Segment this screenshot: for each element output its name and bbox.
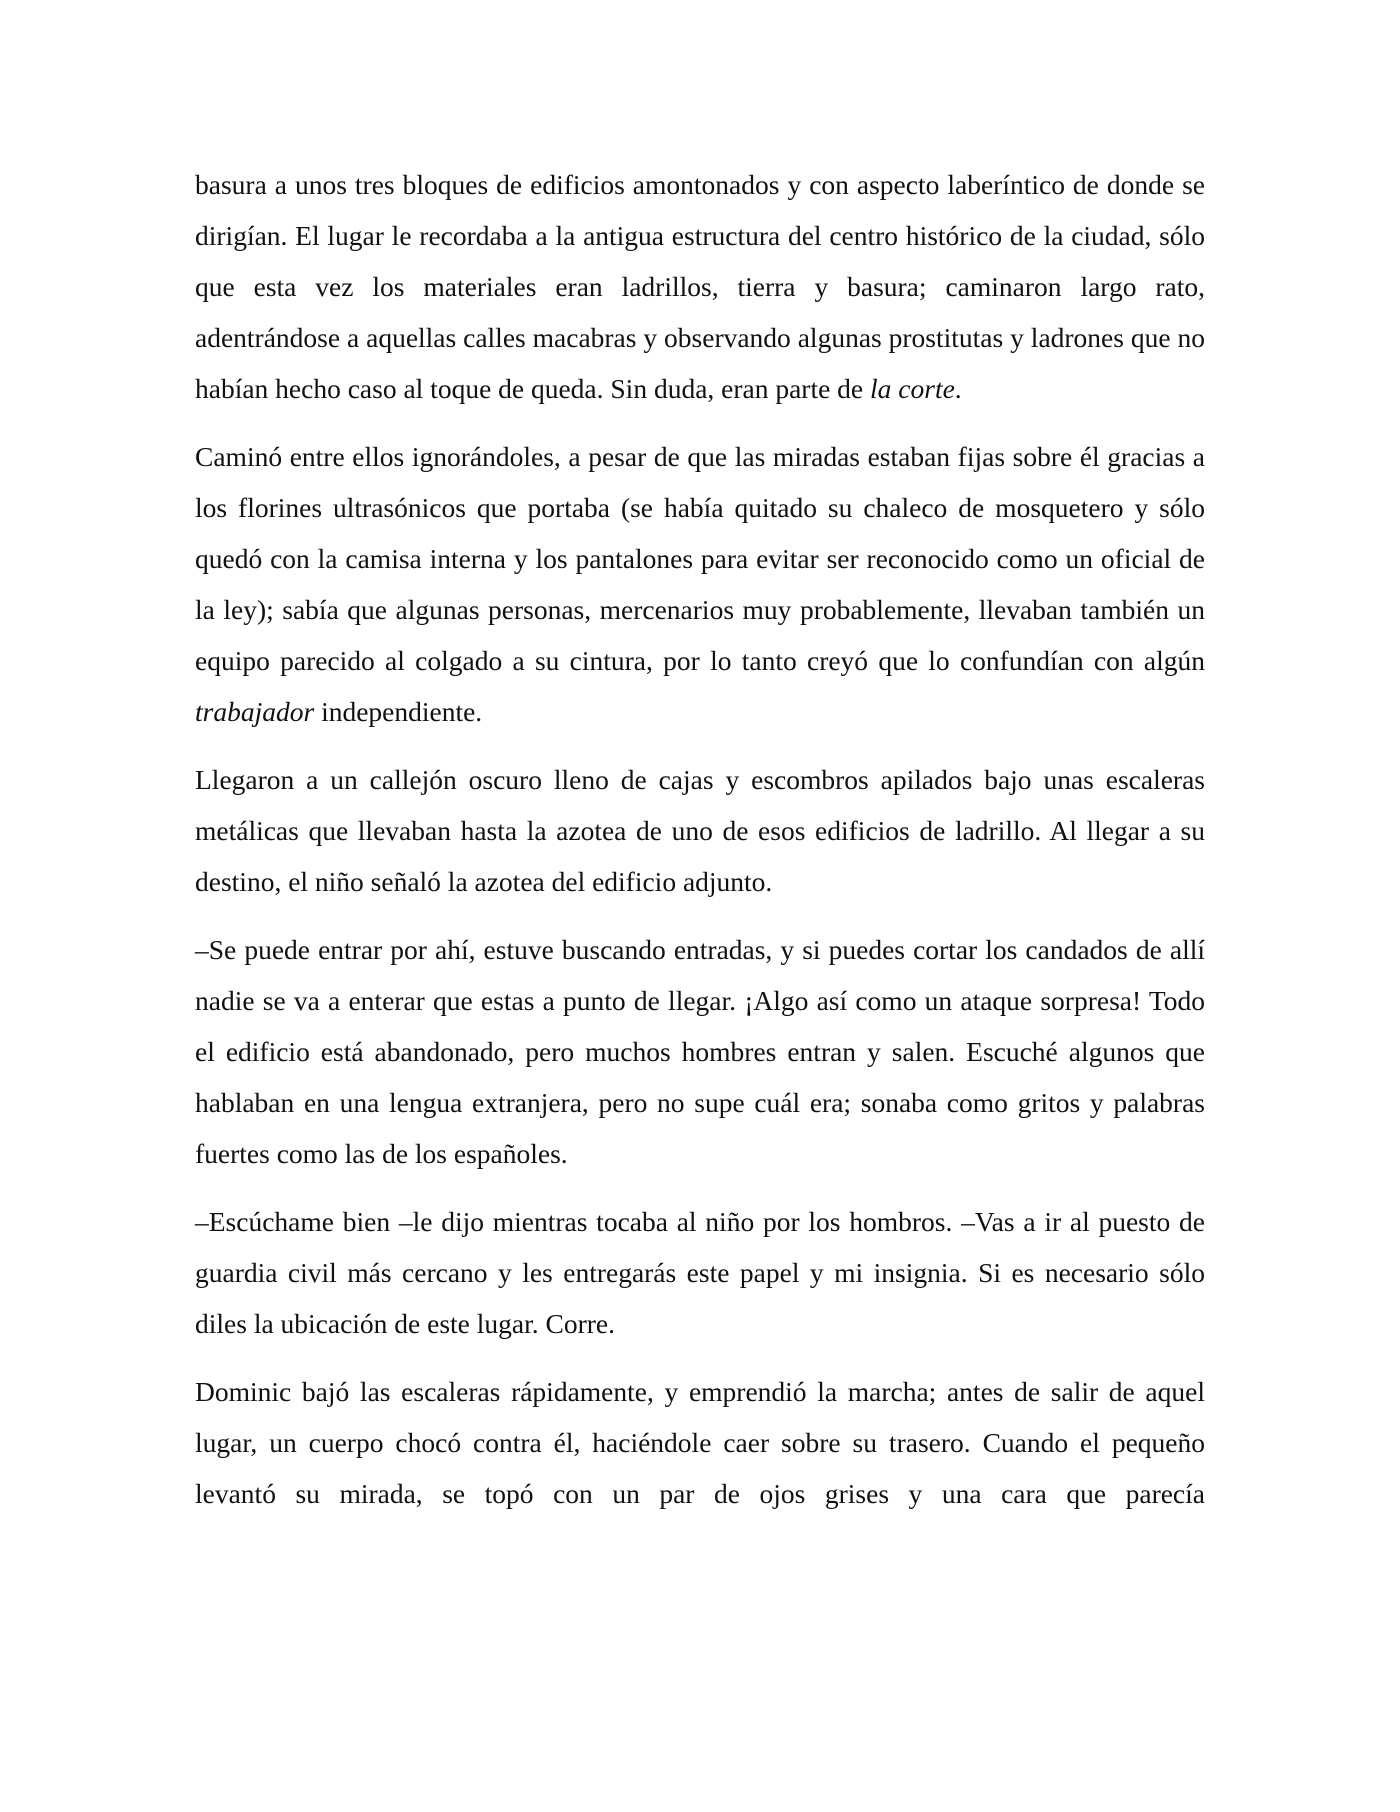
paragraph-1-text: basura a unos tres bloques de edificios amontonados y con aspecto laberíntico de donde se dirigían. El lugar le recordaba a la antigua estructura del centro histórico de la ciudad, sólo que esta vez los materiales eran ladrillos, tierra y basura; caminaron largo rato, adentrándose a aquellas calles macabras y observando algunas prostitutas y ladrones que no habían hecho caso al toque de queda. Sin duda, eran parte de <box>195 169 1205 404</box>
paragraph-3: Llegaron a un callejón oscuro lleno de cajas y escombros apilados bajo unas escaleras metálicas que llevaban hasta la azotea de uno de esos edificios de ladrillo. Al llegar a su destino, el niño señaló la azotea del edificio adjunto. <box>195 764 1205 897</box>
paragraph-6: Dominic bajó las escaleras rápidamente, y emprendió la marcha; antes de salir de aquel lugar, un cuerpo chocó contra él, haciéndole caer sobre su trasero. Cuando el pequeño levantó su mirada, se topó con un par de ojos grises y una cara que parecía <box>195 1376 1205 1509</box>
paragraph-1 <box>195 159 1205 414</box>
paragraph-2-text: Caminó entre ellos ignorándoles, a pesar de que las miradas estaban fijas sobre él gracias a los florines ultrasónicos que portaba (se había quitado su chaleco de mosquetero y sólo quedó con la camisa interna y los pantalones para evitar ser reconocido como un oficial de la ley); sabía que algunas personas, mercenarios muy probablemente, llevaban también un equipo parecido al colgado a su cintura, por lo tanto creyó que lo confundían con algún <box>195 441 1205 676</box>
paragraph-2 <box>195 431 1205 737</box>
paragraph-2-italic: trabajador <box>195 696 315 727</box>
paragraph-4: –Se puede entrar por ahí, estuve buscando entradas, y si puedes cortar los candados de allí nadie se va a enterar que estas a punto de llegar. ¡Algo así como un ataque sorpresa! Todo el edificio está abandonado, pero muchos hombres entran y salen. Escuché algunos que hablaban en una lengua extranjera, pero no supe cuál era; sonaba como gritos y palabras fuertes como las de los españoles. <box>195 934 1205 1169</box>
paragraph-1-italic: la corte <box>870 373 955 404</box>
paragraph-2-tail: independiente. <box>314 696 483 727</box>
paragraph-1-tail: . <box>954 373 962 404</box>
paragraph-5: –Escúchame bien –le dijo mientras tocaba al niño por los hombros. –Vas a ir al puesto de guardia civil más cercano y les entregarás este papel y mi insignia. Si es necesario sólo diles la ubicación de este lugar. Corre. <box>195 1206 1205 1339</box>
page-body <box>195 159 1205 1536</box>
